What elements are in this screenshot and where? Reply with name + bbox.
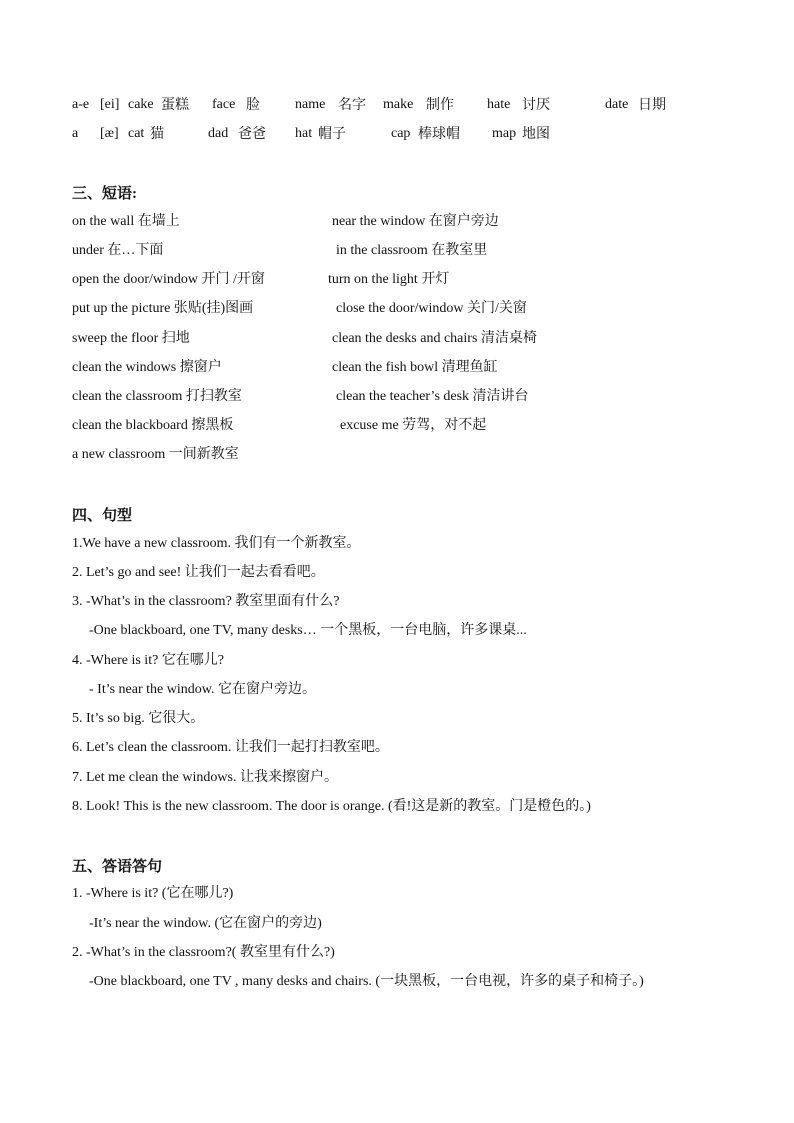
phrase-left: clean the classroom 打扫教室 [72, 389, 242, 404]
sentence-line: 7. Let me clean the windows. 让我来擦窗户。 [72, 770, 338, 785]
phrase-left: put up the picture 张贴(挂)图画 [72, 301, 254, 316]
sentence-line: 2. Let’s go and see! 让我们一起去看看吧。 [72, 565, 325, 580]
word-meaning: 脸 [246, 97, 260, 113]
sentence-line: 6. Let’s clean the classroom. 让我们一起打扫教室吧。 [72, 740, 389, 755]
phrase-left: clean the blackboard 擦黑板 [72, 418, 234, 433]
word-meaning: 帽子 [318, 126, 346, 142]
phrase-left: clean the windows 擦窗户 [72, 360, 222, 375]
sentence-line: 5. It’s so big. 它很大。 [72, 711, 205, 726]
answer-line: -It’s near the window. (它在窗户的旁边) [89, 916, 322, 931]
phrase-left: sweep the floor 扫地 [72, 331, 190, 346]
phrase-right: clean the fish bowl 清理鱼缸 [332, 360, 498, 375]
sentence-line: 4. -Where is it? 它在哪儿? [72, 653, 225, 668]
word-meaning: 爸爸 [238, 126, 266, 142]
phrase-right: clean the desks and chairs 清洁桌椅 [332, 331, 537, 346]
phrase-right: close the door/window 关门/关窗 [336, 301, 527, 316]
phonics-pattern: a-e [72, 97, 90, 112]
word-meaning: 日期 [638, 97, 666, 113]
word: face [212, 97, 236, 112]
sentence-line: -One blackboard, one TV, many desks… 一个黑板，一台电脑，许多课桌... [89, 623, 527, 638]
phrase-right: clean the teacher’s desk 清洁讲台 [336, 389, 529, 404]
phrase-right: excuse me 劳驾，对不起 [340, 418, 487, 433]
word: date [605, 97, 629, 112]
word-meaning: 棒球帽 [418, 126, 460, 142]
section-heading-answers: 五、答语答句 [72, 859, 163, 875]
phrase-left: under 在…下面 [72, 243, 164, 258]
word-meaning: 讨厌 [522, 97, 550, 113]
phonics-sound: [æ] [100, 126, 119, 141]
phonics-pattern: a [72, 126, 79, 141]
sentence-line: 1.We have a new classroom. 我们有一个新教室。 [72, 536, 361, 551]
answer-line-wrapped: -One blackboard, one TV , many desks and chairs. (一块黑板，一台电视，许多的桌子和椅子。) [89, 974, 644, 989]
sentence-line: 8. Look! This is the new classroom. The door is orange. (看!这是新的教室。门是橙色的。) [72, 799, 591, 814]
word: hate [487, 97, 511, 112]
word: cat [128, 126, 145, 141]
word: cake [128, 97, 154, 112]
phrase-left: a new classroom 一间新教室 [72, 447, 239, 462]
phrase-right: near the window 在窗户旁边 [332, 214, 499, 229]
word-meaning: 地图 [522, 126, 550, 142]
word-meaning: 制作 [426, 97, 454, 113]
sentence-line: - It’s near the window. 它在窗户旁边。 [89, 682, 316, 697]
answer-line: 2. -What’s in the classroom?( 教室里有什么?) [72, 945, 335, 960]
phrase-left: open the door/window 开门 /开窗 [72, 272, 265, 287]
answer-line: 1. -Where is it? (它在哪儿?) [72, 886, 234, 901]
phonics-sound: [ei] [100, 97, 120, 112]
word: make [383, 97, 414, 112]
word: dad [208, 126, 229, 141]
word-meaning: 名字 [338, 97, 366, 113]
word: cap [391, 126, 411, 141]
word-meaning: 蛋糕 [161, 97, 189, 113]
section-heading-sentences: 四、句型 [72, 508, 133, 524]
word: hat [295, 126, 313, 141]
word-meaning: 猫 [150, 126, 164, 142]
section-heading-phrases: 三、短语: [72, 186, 137, 202]
word: map [492, 126, 517, 141]
phrase-left: on the wall 在墙上 [72, 214, 180, 229]
sentence-line: 3. -What’s in the classroom? 教室里面有什么? [72, 594, 340, 609]
phrase-right: in the classroom 在教室里 [336, 243, 488, 258]
phrase-right: turn on the light 开灯 [328, 272, 450, 287]
word: name [295, 97, 326, 112]
